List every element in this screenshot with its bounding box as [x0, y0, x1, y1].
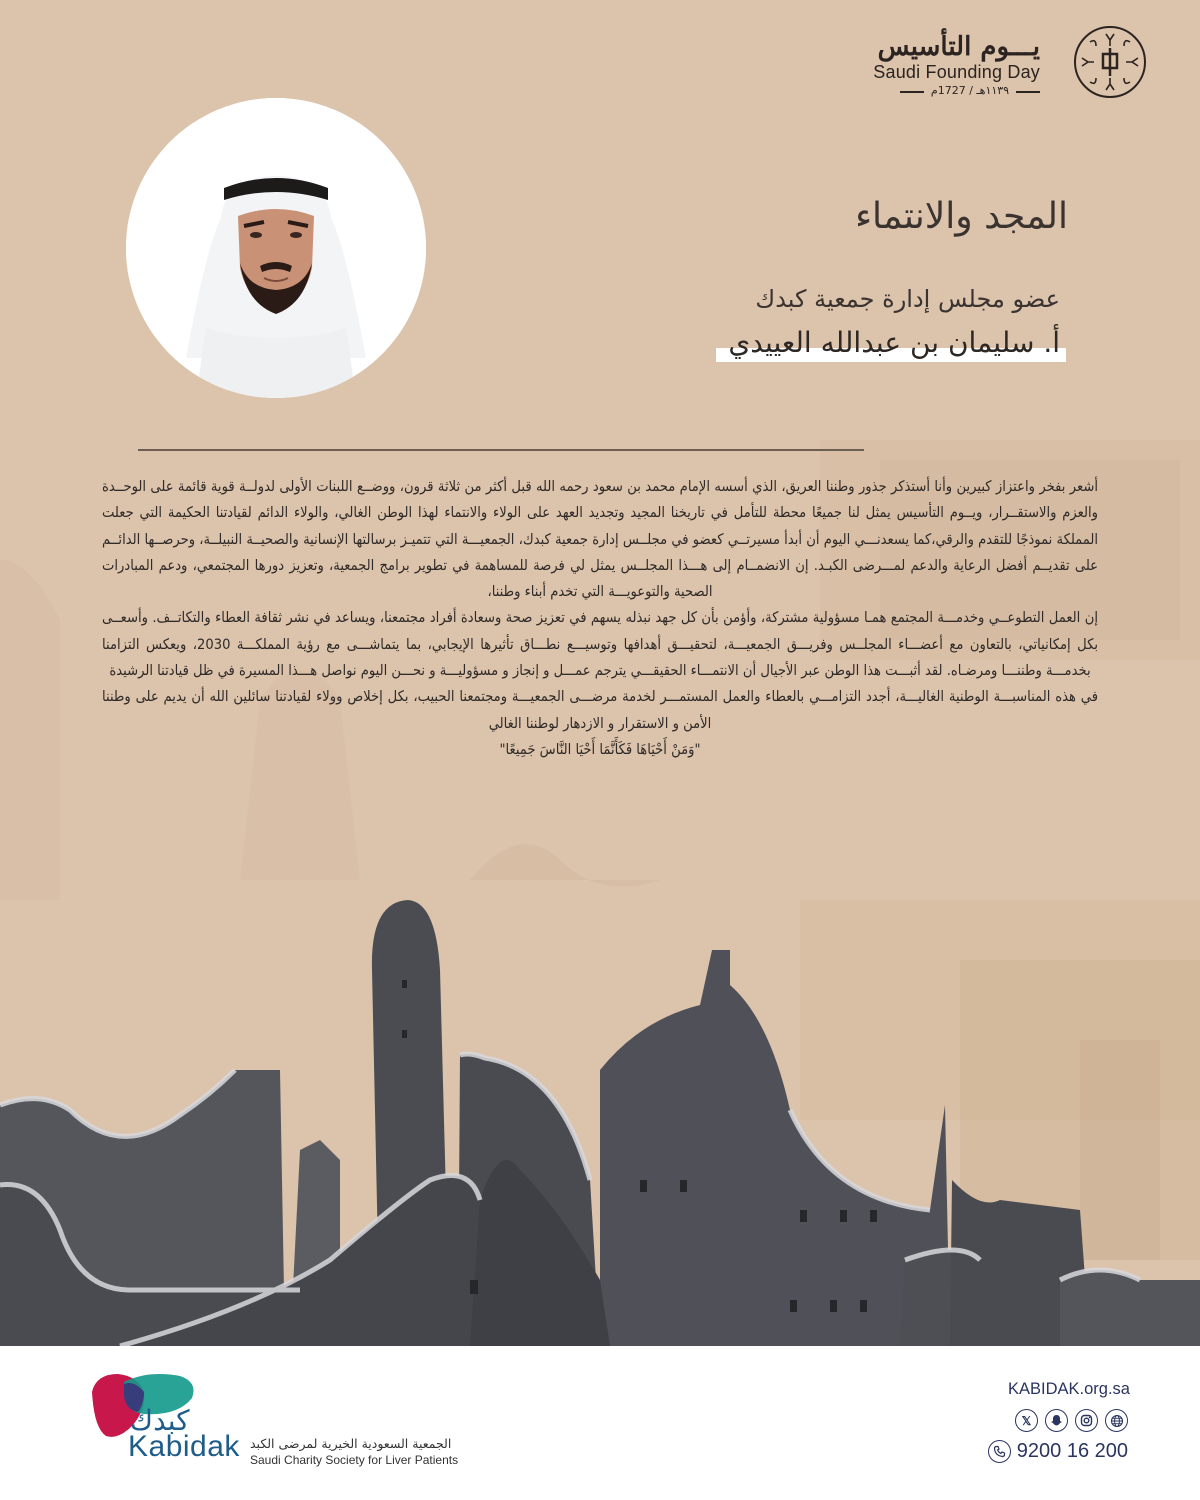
founding-day-logo — [870, 22, 1148, 102]
phone-icon — [988, 1440, 1011, 1463]
kabidak-arabic-wordmark: كبدك — [130, 1404, 190, 1437]
section-divider — [138, 449, 864, 451]
org-name-english: Saudi Charity Society for Liver Patients — [250, 1453, 459, 1467]
page-title: المجد والانتماء — [855, 196, 1068, 237]
statement-text — [102, 474, 1098, 763]
phone-contact[interactable] — [988, 1440, 1128, 1463]
member-name-block — [728, 326, 1060, 366]
quran-quote: "وَمَنْ أَحْيَاهَا فَكَأَنَّمَا أَحْيَا النَّاسَ جَمِيعًا" — [499, 740, 701, 758]
phone-number: 9200 16 200 — [1016, 1440, 1128, 1462]
org-name-arabic: الجمعية السعودية الخيرية لمرضى الكبد — [250, 1436, 452, 1451]
statement-paragraph-2: إن العمل التطوعــي وخدمـــة المجتمع همـا مسؤولية مشتركة، وأؤمن بأن كل جهد نبذله يسهم في تعزيز صحة وسعادة أفراد مجتمعنا، ويساعد في نشر ثقافة العطاء والتكاتــف. وأسعــى بكل إمكانياتي، بالتعاون مع أعضـــاء المجلــس وفريـــق الجمعيـــة، لتحقيـــق أهدافها وتوسيـــع نطـــاق تأثيرها الإيجابي، بما يتماشـــى مع رؤية المملكـــة 2030، ويعكس التزامنا بخدمـــة وطننـــا ومرضـاه. لقد أثبـــت هذا الوطن عبر الأجيال أن الانتمـــاء الحقيقـــي يترجم عمـــل و إنجاز و مسؤوليـــة و نحـــن اليوم نواصل هـــذا المسيرة في ظل قيادتنا الرشيدة — [102, 609, 1098, 680]
globe-icon[interactable] — [1105, 1409, 1128, 1432]
website-link[interactable]: KABIDAK.org.sa — [1008, 1380, 1130, 1398]
member-name: أ. سليمان بن عبدالله العييدي — [728, 326, 1060, 359]
statement-paragraph-1: أشعر بفخر واعتزاز كبيرين وأنا أستذكر جذور وطننا العريق، الذي أسسه الإمام محمد بن سعود رحمه الله قبل أكثر من ثلاثة قرون، ووضــع اللبنات الأولى لدولــة قوية قائمة على الوحــدة والعزم والاستقــرار، ويــوم التأسيس يمثل لنا جميعًا محطة للتأمل في تاريخنا المجيد وتجديد العهد على الولاء والانتماء لهذا الوطن الغالي، والولاء الدائم لقيادتنا الحكيمة التي جعلت المملكة نموذجًا للتقدم والرقي،كما يسعدنـــي اليوم أن أبدأ مسيرتــي كعضو في مجلــس إدارة جمعية كبدك، الجمعيـــة التي تتميـز برسالتها الإنسانية والصحيــة النبيلــة، وحرصــها الدائــم على تقديــم أفضل الرعاية والدعم لمـــرضى الكبـد. إن الانضمــام إلى هـــذا المجلــس يمثل لي فرصة للمساهمة في تطوير برامج الجمعية، وتعزيز دورها المجتمعي، ودعم المبادرات الصحية والتوعويـــة التي تخدم أبناء وطننا، — [102, 478, 1098, 601]
member-role: عضو مجلس إدارة جمعية كبدك — [755, 285, 1060, 313]
founding-day-english: Saudi Founding Day — [873, 62, 1040, 82]
instagram-icon[interactable] — [1075, 1409, 1098, 1432]
portrait-image — [126, 98, 426, 398]
member-portrait — [126, 98, 426, 398]
founding-day-dates: ١١٣٩هـ / 1727م — [900, 84, 1040, 97]
statement-paragraph-3: في هذه المناسبـــة الوطنية الغاليـــة، أجدد التزامـــي بالعطاء والعمل المستمـــر لخدمة مرضـــى الجمعيـــة ومجتمعنا الحبيب، بكل إخلاص وولاء لقيادتنا سائلين الله أن يديم على وطننا الأمن و الاستقرار و الازدهار لوطننا الغالي — [102, 688, 1098, 732]
social-links — [1015, 1409, 1128, 1432]
kabidak-latin-wordmark: Kabidak — [128, 1430, 240, 1463]
footer — [0, 1346, 1200, 1500]
founding-day-emblem-icon — [1072, 24, 1148, 100]
x-icon[interactable]: 𝕏 — [1015, 1409, 1038, 1432]
diriyah-ruins-image — [0, 880, 1200, 1346]
snapchat-icon[interactable] — [1045, 1409, 1068, 1432]
founding-day-arabic: يـــوم التأسيس — [877, 32, 1040, 62]
